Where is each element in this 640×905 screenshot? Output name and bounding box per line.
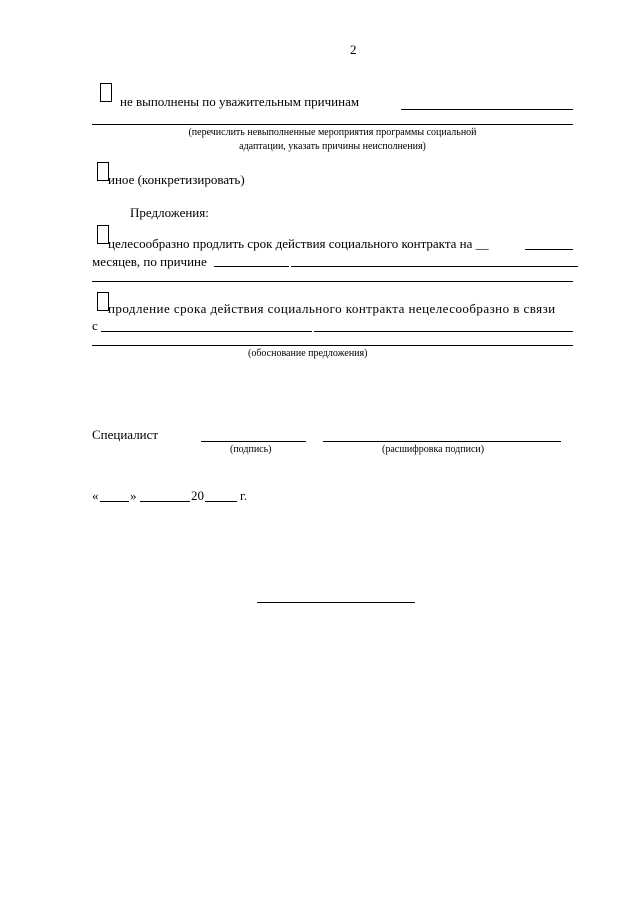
justification-hint: (обоснование предложения) [248,348,368,359]
page-number: 2 [350,42,357,57]
extend-label-line2: месяцев, по причине [92,254,207,269]
signature-line[interactable] [201,441,306,442]
extend-label-line1: целесообразно продлить срок действия социального контракта на __ [108,236,489,251]
extend-reason-line-2[interactable] [92,281,573,282]
signature-hint: (подпись) [230,444,272,455]
not-done-fill-line[interactable] [401,109,573,110]
specialist-label: Специалист [92,427,159,442]
date-month-line[interactable] [140,501,190,502]
decode-hint: (расшифровка подписи) [382,444,485,455]
date-close-quote: » [130,488,137,503]
no-extend-label-line2: с [92,318,98,333]
no-extend-reason-line-a[interactable] [101,331,312,332]
extend-reason-line-b[interactable] [291,266,578,267]
date-year-suffix: г. [240,488,248,503]
date-open-quote: « [92,488,99,503]
no-extend-reason-line-b[interactable] [314,331,573,332]
proposals-heading: Предложения: [130,205,209,220]
closing-divider [257,602,415,603]
not-done-hint-1: (перечислить невыполненные мероприятия программы социальной [188,127,477,138]
not-done-label: не выполнены по уважительным причинам [120,94,360,109]
other-label: иное (конкретизировать) [108,172,245,187]
date-year-prefix: 20 [191,488,204,503]
not-done-fill-line-2[interactable] [92,124,573,125]
not-done-hint-2: адаптации, указать причины неисполнения) [239,141,426,152]
signature-decode-line[interactable] [323,441,561,442]
date-day-line[interactable] [100,501,129,502]
checkbox-not-done[interactable] [100,83,112,102]
no-extend-label-line1: продление срока действия социального контракта нецелесообразно в связи [108,301,556,316]
no-extend-reason-line-2[interactable] [92,345,573,346]
date-year-line[interactable] [205,501,237,502]
extend-reason-line-a[interactable] [214,266,289,267]
extend-months-line[interactable] [525,249,573,250]
